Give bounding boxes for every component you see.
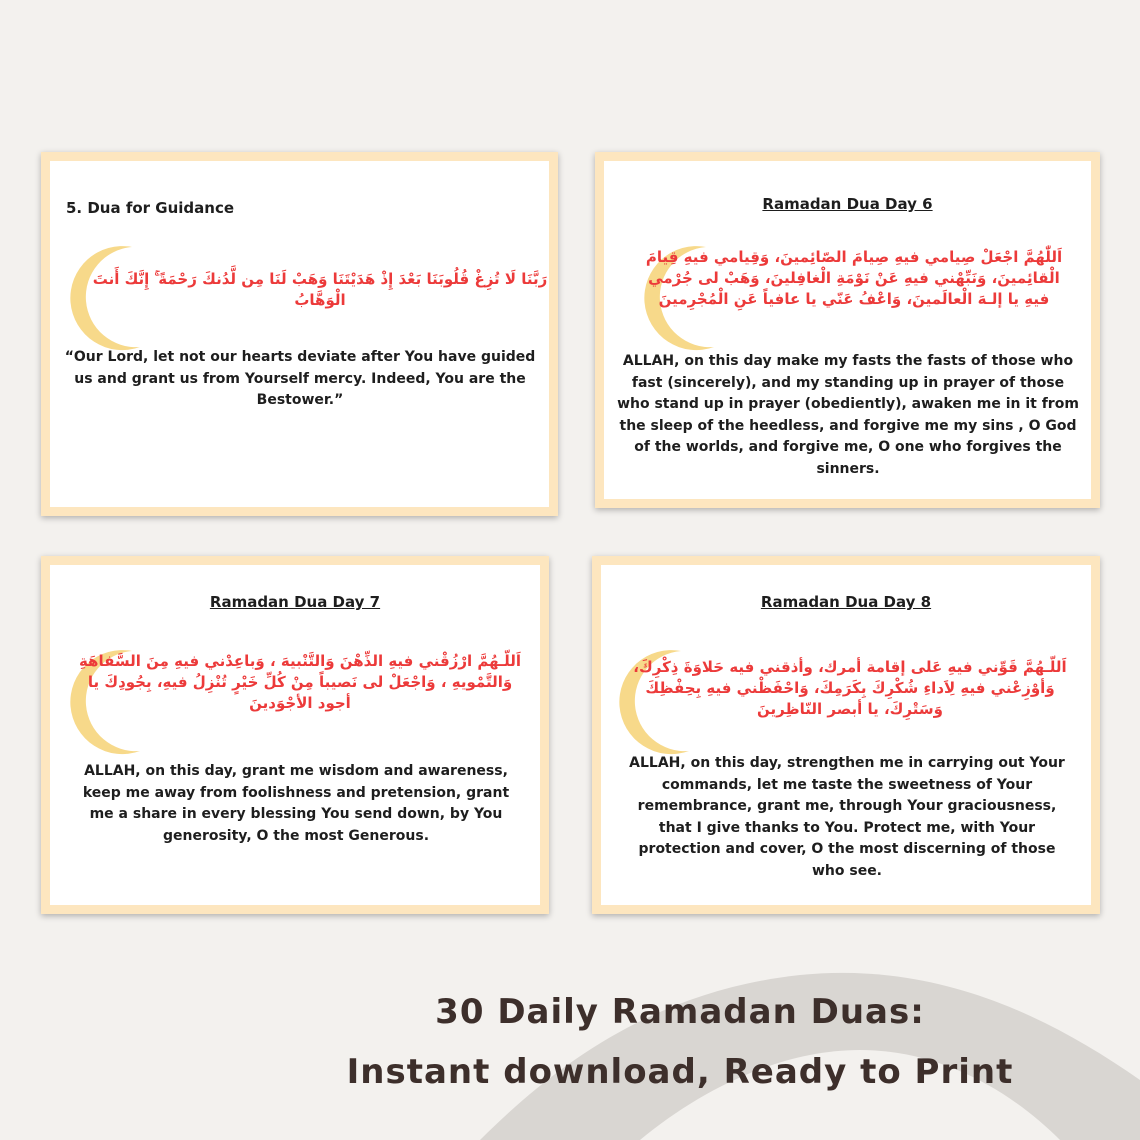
english-translation: ALLAH, on this day, grant me wisdom and awareness, keep me away from foolishness and pretension, grant me a share in every blessing You send down, by You generosity, O the most Generous. [82, 763, 510, 844]
dua-card-day-6 [595, 152, 1100, 508]
arabic-dua-text: اَللّٰهُمَّ اجْعَلْ صِيامي فيهِ صِيامَ الصّائِمينَ، وَقِيامي فيهِ قِيامَ الْقائِمينَ، وَنَبِّهْني فيهِ عَنْ نَوْمَةِ الْغافِلينَ، وَهَبْ لى جُرْمي فيهِ يا إلـهَ الْعالَمينَ، وَاعْفُ عَنّي يا عافياً عَنِ الْمُجْرِمينَ [645, 248, 1063, 308]
english-translation: “Our Lord, let not our hearts deviate after You have guided us and grant us from Yourself mercy. Indeed, You are the Bestower.” [64, 349, 536, 408]
arabic-dua-text: اَللّـهُمَّ ارْزُقْني فيهِ الذِّهْنَ وَالتَّنْبيهَ ، وَباعِدْني فيهِ مِنَ السَّفاهَةِ وَالتَّمْويهِ ، وَاجْعَلْ لى نَصيباً مِنْ كُلِّ خَيْرٍ تُنْزِلُ فيهِ، بِجُودِكَ يا أجود الأجْوَدينَ [78, 652, 522, 712]
card-inner [50, 565, 540, 905]
card-heading: Ramadan Dua Day 6 [762, 195, 933, 213]
arabic-dua-text: رَبَّنَا لَا تُزِغْ قُلُوبَنَا بَعْدَ إِذْ هَدَيْتَنَا وَهَبْ لَنَا مِن لَّدُنكَ رَحْمَةً ۚ إِنَّكَ أَنتَ الْوَهَّابُ [92, 270, 548, 309]
english-translation: ALLAH, on this day make my fasts the fasts of those who fast (sincerely), and my standing up in prayer of those who stand up in prayer (obediently), awaken me in it from the sleep of the heedless, and forgive me my sins , O God of the worlds, and forgive me, O one who forgives the sinners. [617, 353, 1079, 477]
arabic-dua-text: اَللّـهُمَّ قَوِّني فيهِ عَلى إقامة أمرك، وأذقني فيه حَلاوَةَ ذِكْرِكَ، وَأوْزِعْني فيهِ لِاَداءِ شُكْرِكَ بِكَرَمِكَ، وَاحْفَظْني فيهِ بِحِفْظِكَ وَسَتْرِكَ، يا أبصر النّاظِرينَ [633, 658, 1067, 718]
card-heading: Ramadan Dua Day 7 [209, 593, 381, 611]
footer-title-line-1: 30 Daily Ramadan Duas: [435, 992, 925, 1032]
dua-card-guidance [41, 152, 558, 516]
footer-title-line-2: Instant download, Ready to Print [346, 1052, 1014, 1092]
card-inner [601, 565, 1091, 905]
card-heading: Ramadan Dua Day 8 [760, 593, 932, 611]
card-inner [50, 161, 549, 507]
card-inner [604, 161, 1091, 499]
dua-card-day-8 [592, 556, 1100, 914]
english-translation: ALLAH, on this day, strengthen me in carrying out Your commands, let me taste the sweetness of Your remembrance, grant me, through Your graciousness, that I give thanks to You. Protect me, with Your protection and cover, O the most discerning of those who see. [629, 755, 1065, 879]
dua-card-day-7 [41, 556, 549, 914]
card-heading: 5. Dua for Guidance [66, 199, 235, 217]
